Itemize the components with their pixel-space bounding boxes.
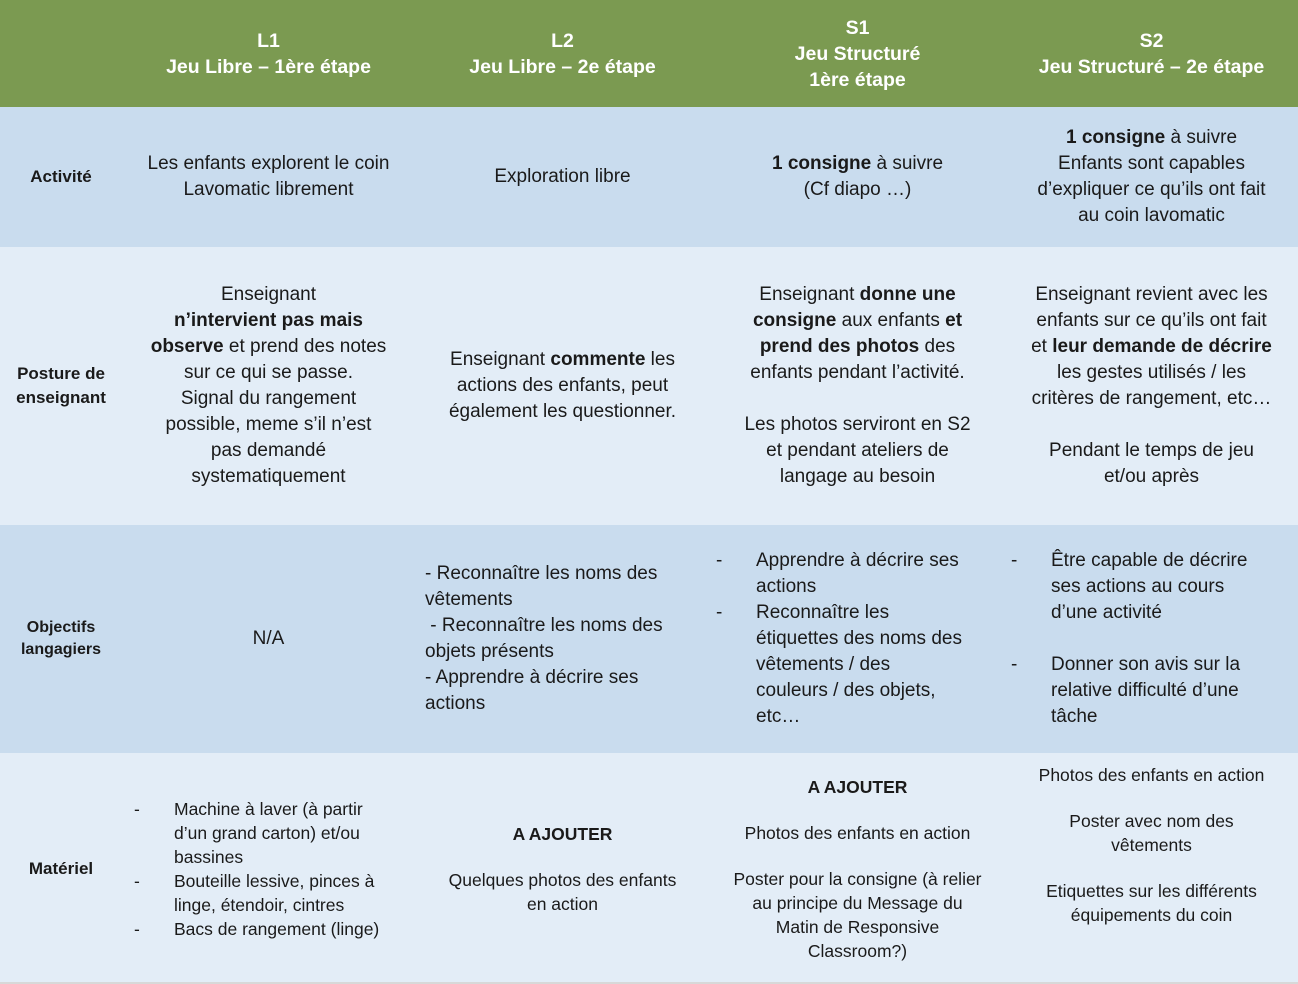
text: et	[1031, 336, 1053, 357]
list-item	[132, 797, 407, 869]
bold-text: commente	[550, 349, 646, 370]
header-s2	[1005, 0, 1298, 107]
text: et prend des notes	[223, 336, 387, 357]
text-line: couleurs / des objets,	[756, 680, 936, 701]
text-line	[759, 282, 955, 308]
text-line: objets présents	[425, 641, 554, 662]
text-line: Apprendre à décrire ses	[756, 550, 959, 571]
text-line: Bacs de rangement (linge)	[174, 918, 380, 939]
text-line: Poster avec nom des	[1069, 811, 1234, 831]
text-line: d’un grand carton) et/ou	[174, 822, 360, 843]
posture-s2	[1005, 247, 1298, 525]
text-line: Pendant le temps de jeu	[1049, 440, 1254, 461]
posture-l1	[122, 247, 415, 525]
header-s1-code: S1	[845, 16, 870, 39]
text-line: Machine à laver (à partir	[174, 798, 363, 819]
text-line: - Apprendre à décrire ses	[425, 667, 639, 688]
list-item-text	[756, 548, 997, 600]
header-s2-title: Jeu Structuré – 2e étape	[1038, 55, 1265, 78]
text-line: langage au besoin	[779, 466, 936, 487]
text-line: Exploration libre	[494, 166, 631, 187]
text: Enseignant	[450, 349, 551, 370]
text-line: d’une activité	[1051, 602, 1162, 623]
objectifs-s1	[710, 525, 1005, 753]
text-line: au coin lavomatic	[1078, 205, 1225, 226]
text-line: linge, étendoir, cintres	[174, 894, 345, 915]
text-line: (Cf diapo …)	[803, 179, 912, 200]
list-item	[132, 917, 407, 941]
list-item	[1009, 548, 1290, 626]
text-line: N/A	[252, 628, 285, 649]
text-line	[1066, 125, 1237, 151]
activite-s2	[1005, 107, 1298, 247]
activite-l1	[122, 107, 415, 247]
row-label-posture: Posture de enseignant	[0, 247, 122, 525]
objectifs-l2	[415, 525, 710, 753]
text-line: Enfants sont capables	[1058, 153, 1245, 174]
text-line	[753, 308, 962, 334]
activite-l2	[415, 107, 710, 247]
text-line: etc…	[756, 706, 801, 727]
row-label-materiel: Matériel	[0, 753, 122, 984]
text: à suivre	[871, 153, 944, 174]
bold-text: A AJOUTER	[512, 823, 613, 844]
text-line: Enseignant	[220, 284, 317, 305]
materiel-s2	[1005, 753, 1298, 984]
text-line: relative difficulté d’une	[1051, 680, 1239, 701]
list-item-text	[1051, 652, 1290, 730]
objectifs-l1	[122, 525, 415, 753]
text-line: Photos des enfants en action	[1038, 765, 1265, 785]
activite-s1	[710, 107, 1005, 247]
text-line: actions	[756, 576, 817, 597]
text-line: vêtements	[425, 589, 513, 610]
list-item	[714, 548, 997, 600]
list-item-text	[174, 917, 407, 941]
text-line: Lavomatic librement	[183, 179, 354, 200]
text-line: Être capable de décrire	[1051, 550, 1248, 571]
text-line	[151, 334, 387, 360]
list-item-text	[174, 797, 407, 869]
materiel-l2	[415, 753, 710, 984]
text: les	[645, 349, 675, 370]
text-line: sur ce qui se passe.	[184, 362, 353, 383]
text-line: actions	[425, 693, 486, 714]
text-line: équipements du coin	[1070, 905, 1233, 925]
text-line: Reconnaître les	[756, 602, 890, 623]
text-line	[772, 151, 943, 177]
bold-text: 1 consigne	[771, 153, 872, 174]
list-item	[1009, 652, 1290, 730]
bold-text: n’intervient pas mais	[173, 310, 363, 331]
text-line: Classroom?)	[807, 940, 908, 961]
text-line: enfants sur ce qu’ils ont fait	[1036, 310, 1267, 331]
text-line: Enseignant revient avec les	[1035, 284, 1268, 305]
list-item-text	[756, 600, 997, 730]
text-line: actions des enfants, peut	[456, 375, 669, 396]
list-item	[132, 869, 407, 917]
text-line: en action	[526, 893, 599, 914]
dash-bullet: -	[134, 918, 140, 939]
text-line: ses actions au cours	[1051, 576, 1225, 597]
text-line: Photos des enfants en action	[744, 822, 971, 843]
text-line: vêtements	[1111, 835, 1192, 855]
header-s1	[710, 0, 1005, 107]
dash-bullet: -	[134, 798, 140, 819]
bold-text: consigne	[752, 310, 837, 331]
header-s2-code: S2	[1139, 29, 1164, 52]
bold-text: et	[945, 310, 963, 331]
materiel-l1	[122, 753, 415, 984]
header-l2-code: L2	[551, 29, 574, 52]
bold-text: prend des photos	[759, 336, 920, 357]
header-l1-code: L1	[257, 29, 280, 52]
bold-text: observe	[150, 336, 224, 357]
text-line: Etiquettes sur les différents	[1046, 881, 1257, 901]
header-s1-subtitle: 1ère étape	[809, 68, 906, 91]
header-l1-title: Jeu Libre – 1ère étape	[166, 55, 371, 78]
list-item	[714, 600, 997, 730]
text-line	[1031, 334, 1272, 360]
text-line: - Reconnaître les noms des	[425, 615, 663, 636]
text-line	[450, 347, 675, 373]
text: aux enfants	[836, 310, 946, 331]
header-l1	[122, 0, 415, 107]
objectifs-s2	[1005, 525, 1298, 753]
dash-bullet: -	[1011, 654, 1018, 675]
text-line: vêtements / des	[756, 654, 891, 675]
text-line: enfants pendant l’activité.	[750, 362, 965, 383]
header-l2-title: Jeu Libre – 2e étape	[469, 55, 656, 78]
text-line: Donner son avis sur la	[1051, 654, 1241, 675]
dash-bullet: -	[716, 550, 723, 571]
header-corner	[0, 0, 122, 107]
list-item-text	[174, 869, 407, 917]
text-line: Signal du rangement	[180, 388, 357, 409]
bold-text: 1 consigne	[1065, 127, 1166, 148]
bold-text: donne une	[859, 284, 956, 305]
text-line: tâche	[1051, 706, 1098, 727]
row-label-activite: Activité	[0, 107, 122, 247]
dash-bullet: -	[134, 870, 140, 891]
text-line: au principe du Message du	[752, 892, 963, 913]
text-line: pas demandé	[210, 440, 327, 461]
text-line: et pendant ateliers de	[766, 440, 949, 461]
materiel-s1	[710, 753, 1005, 984]
text-line: Quelques photos des enfants	[448, 869, 677, 890]
list-item-text	[1051, 548, 1290, 626]
bold-text: A AJOUTER	[807, 776, 908, 797]
text-line: également les questionner.	[448, 401, 677, 422]
text: à suivre	[1165, 127, 1238, 148]
text-line: possible, meme s’il n’est	[165, 414, 372, 435]
objectifs-l2-text	[425, 561, 702, 717]
text-line: - Reconnaître les noms des	[425, 563, 658, 584]
text-line: étiquettes des noms des	[756, 628, 962, 649]
row-label-objectifs: Objectifs langagiers	[0, 525, 122, 753]
text: Enseignant	[759, 284, 860, 305]
text-line: Poster pour la consigne (à relier	[733, 868, 982, 889]
text-line: et/ou après	[1103, 466, 1200, 487]
text-line: Les photos serviront en S2	[744, 414, 971, 435]
text: des	[919, 336, 956, 357]
text-line	[760, 334, 955, 360]
dash-bullet: -	[716, 602, 723, 623]
text-line: systematiquement	[191, 466, 346, 487]
posture-l2	[415, 247, 710, 525]
materiel-l1-list	[132, 797, 407, 941]
header-l2	[415, 0, 710, 107]
text-line: les gestes utilisés / les	[1056, 362, 1247, 383]
bold-text: leur demande de décrire	[1052, 336, 1272, 357]
posture-s1	[710, 247, 1005, 525]
dash-bullet: -	[1011, 550, 1018, 571]
text-line: Les enfants explorent le coin	[147, 153, 390, 174]
objectifs-s1-list	[714, 548, 997, 730]
header-s1-title: Jeu Structuré	[794, 42, 921, 65]
text-line: Bouteille lessive, pinces à	[174, 870, 375, 891]
objectifs-s2-list	[1009, 548, 1290, 730]
text-line: critères de rangement, etc…	[1031, 388, 1272, 409]
text-line: bassines	[174, 846, 244, 867]
text-line: d’expliquer ce qu’ils ont fait	[1037, 179, 1266, 200]
text-line: Matin de Responsive	[775, 916, 940, 937]
